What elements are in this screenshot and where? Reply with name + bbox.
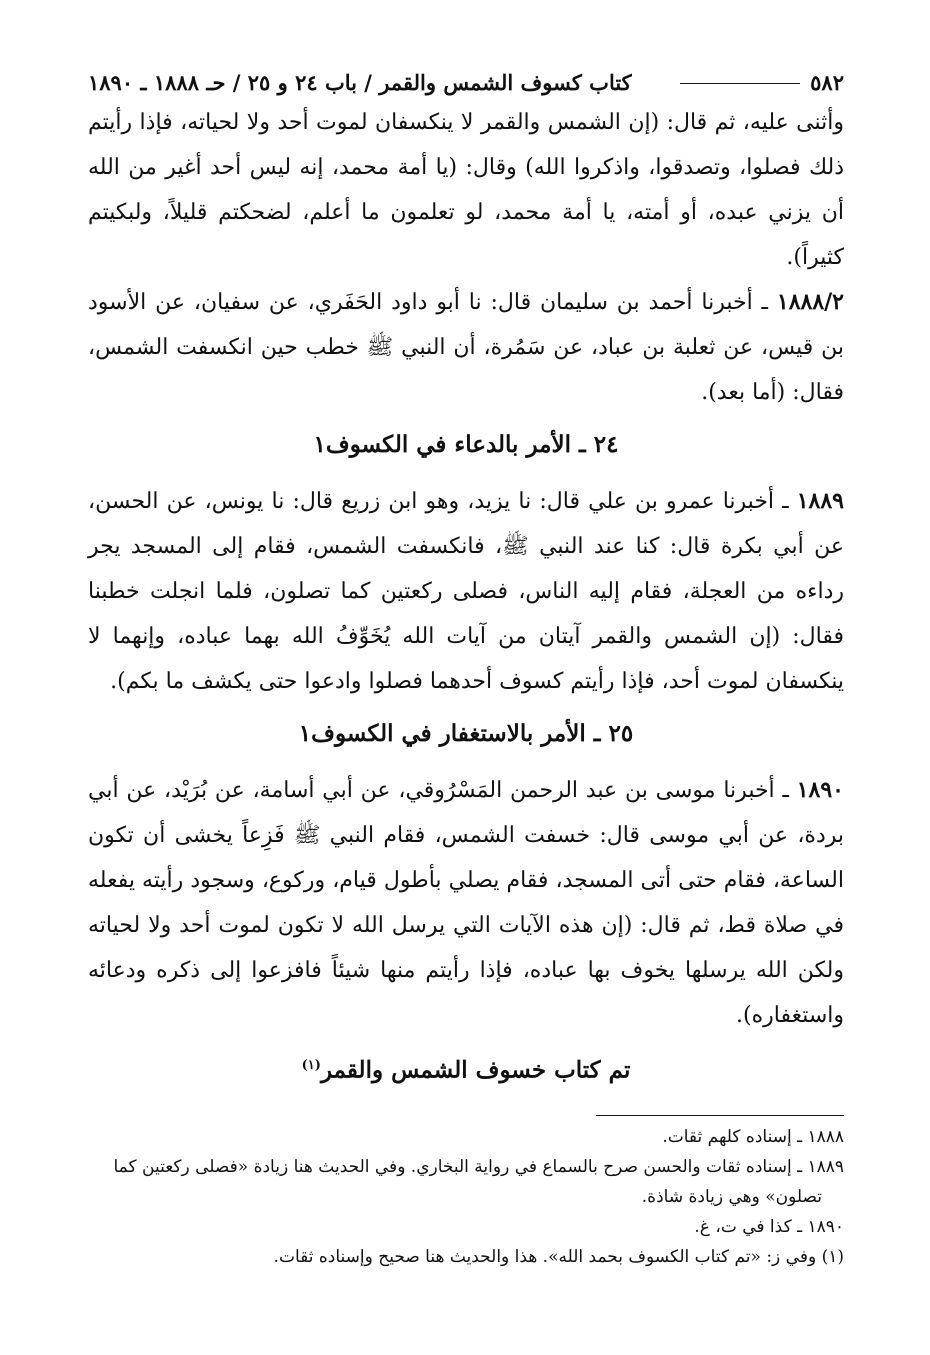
page-number: ٥٨٢ [810, 70, 844, 95]
footnote-1888: ١٨٨٨ ـ إسناده كلهم ثقات. [662, 1126, 844, 1147]
paragraph-continuation: وأثنى عليه، ثم قال: (إن الشمس والقمر لا ينكسفان لموت أحد ولا لحياته، فإذا رأيتم ذلك فصلوا، وتصدقوا، واذكروا الله) وقال: (يا أمة محمد، إنه ليس أحد أغير من الله أن يزني عبده، أو أمته، يا أمة محمد، لو تعلمون ما أعلم، لضحكتم قليلاً، ولبكيتم كثيراً). [88, 110, 844, 270]
footnote-separator [596, 1115, 844, 1116]
header-right [680, 68, 844, 98]
hadith-text: ـ أخبرنا عمرو بن علي قال: نا يزيد، وهو ابن زريع قال: نا يونس، عن الحسن، عن أبي بكرة قال: كنا عند النبي ﷺ، فانكسفت الشمس، فقام إلى المسجد يجر رداءه من العجلة، فقام إليه الناس، فصلى ركعتين كما تصلون، فلما انجلت خطبنا فقال: (إن الشمس والقمر آيتان من آيات الله يُخَوِّفُ الله بهما عباده، وإنهما لا ينكسفان لموت أحد، فإذا رأيتم كسوف أحدهما فصلوا وادعوا حتى يكشف ما بكم). [88, 489, 844, 694]
footnote-marker: (١) [301, 1058, 321, 1073]
hadith-number: ١٨٨٨/٢ [776, 289, 844, 315]
page-body [88, 100, 844, 1093]
hadith-number: ١٨٩٠ [796, 777, 844, 803]
hadith-text: ـ أخبرنا أحمد بن سليمان قال: نا أبو داود الحَفَري، عن سفيان، عن الأسود بن قيس، عن ثعلبة بن عباد، عن سَمُرة، أن النبي ﷺ خطب حين انكسفت الشمس، فقال: (أما بعد). [88, 290, 844, 405]
running-header [88, 68, 844, 98]
chapter-heading-25: ٢٥ ـ الأمر بالاستغفار في الكسوف١ [298, 720, 634, 747]
header-title: كتاب كسوف الشمس والقمر / باب ٢٤ و ٢٥ / حـ ١٨٨٨ ـ ١٨٩٠ [88, 70, 632, 95]
header-rule [680, 83, 800, 84]
hadith-1890 [88, 768, 844, 1038]
footnote-1890: ١٨٩٠ ـ كذا في ت، غ. [694, 1216, 844, 1237]
footnote-1889-continued: تصلون» وهي زيادة شاذة. [641, 1186, 822, 1207]
footnotes [88, 1122, 844, 1272]
closing-text: تم كتاب خسوف الشمس والقمر [320, 1056, 631, 1084]
hadith-text: ـ أخبرنا موسى بن عبد الرحمن المَسْرُوقي، عن أبي أسامة، عن بُرَيْد، عن أبي بردة، عن أبي موسى قال: خسفت الشمس، فقام النبي ﷺ فَزِعاً يخشى أن تكون الساعة، فقام حتى أتى المسجد، فقام يصلي بأطول قيام، وركوع، وسجود رأيته يفعله في صلاة قط، ثم قال: (إن هذه الآيات التي يرسل الله لا تكون لموت أحد ولا لحياته ولكن الله يرسلها يخوف بها عباده، فإذا رأيتم منها شيئاً فافزعوا إلى ذكره ودعائه واستغفاره). [88, 778, 845, 1028]
hadith-1889 [88, 479, 844, 704]
book-closing-line [88, 1044, 844, 1093]
hadith-number: ١٨٨٩ [796, 488, 844, 514]
chapter-heading-24: ٢٤ ـ الأمر بالدعاء في الكسوف١ [313, 431, 619, 458]
hadith-1888-2 [88, 280, 844, 415]
footnote-1: (١) وفي ز: «تم كتاب الكسوف بحمد الله». هذا والحديث هنا صحيح وإسناده ثقات. [273, 1246, 844, 1267]
footnote-1889: ١٨٨٩ ـ إسناده ثقات والحسن صرح بالسماع في رواية البخاري. وفي الحديث هنا زيادة «فصلى ركعتين كما [113, 1156, 844, 1177]
